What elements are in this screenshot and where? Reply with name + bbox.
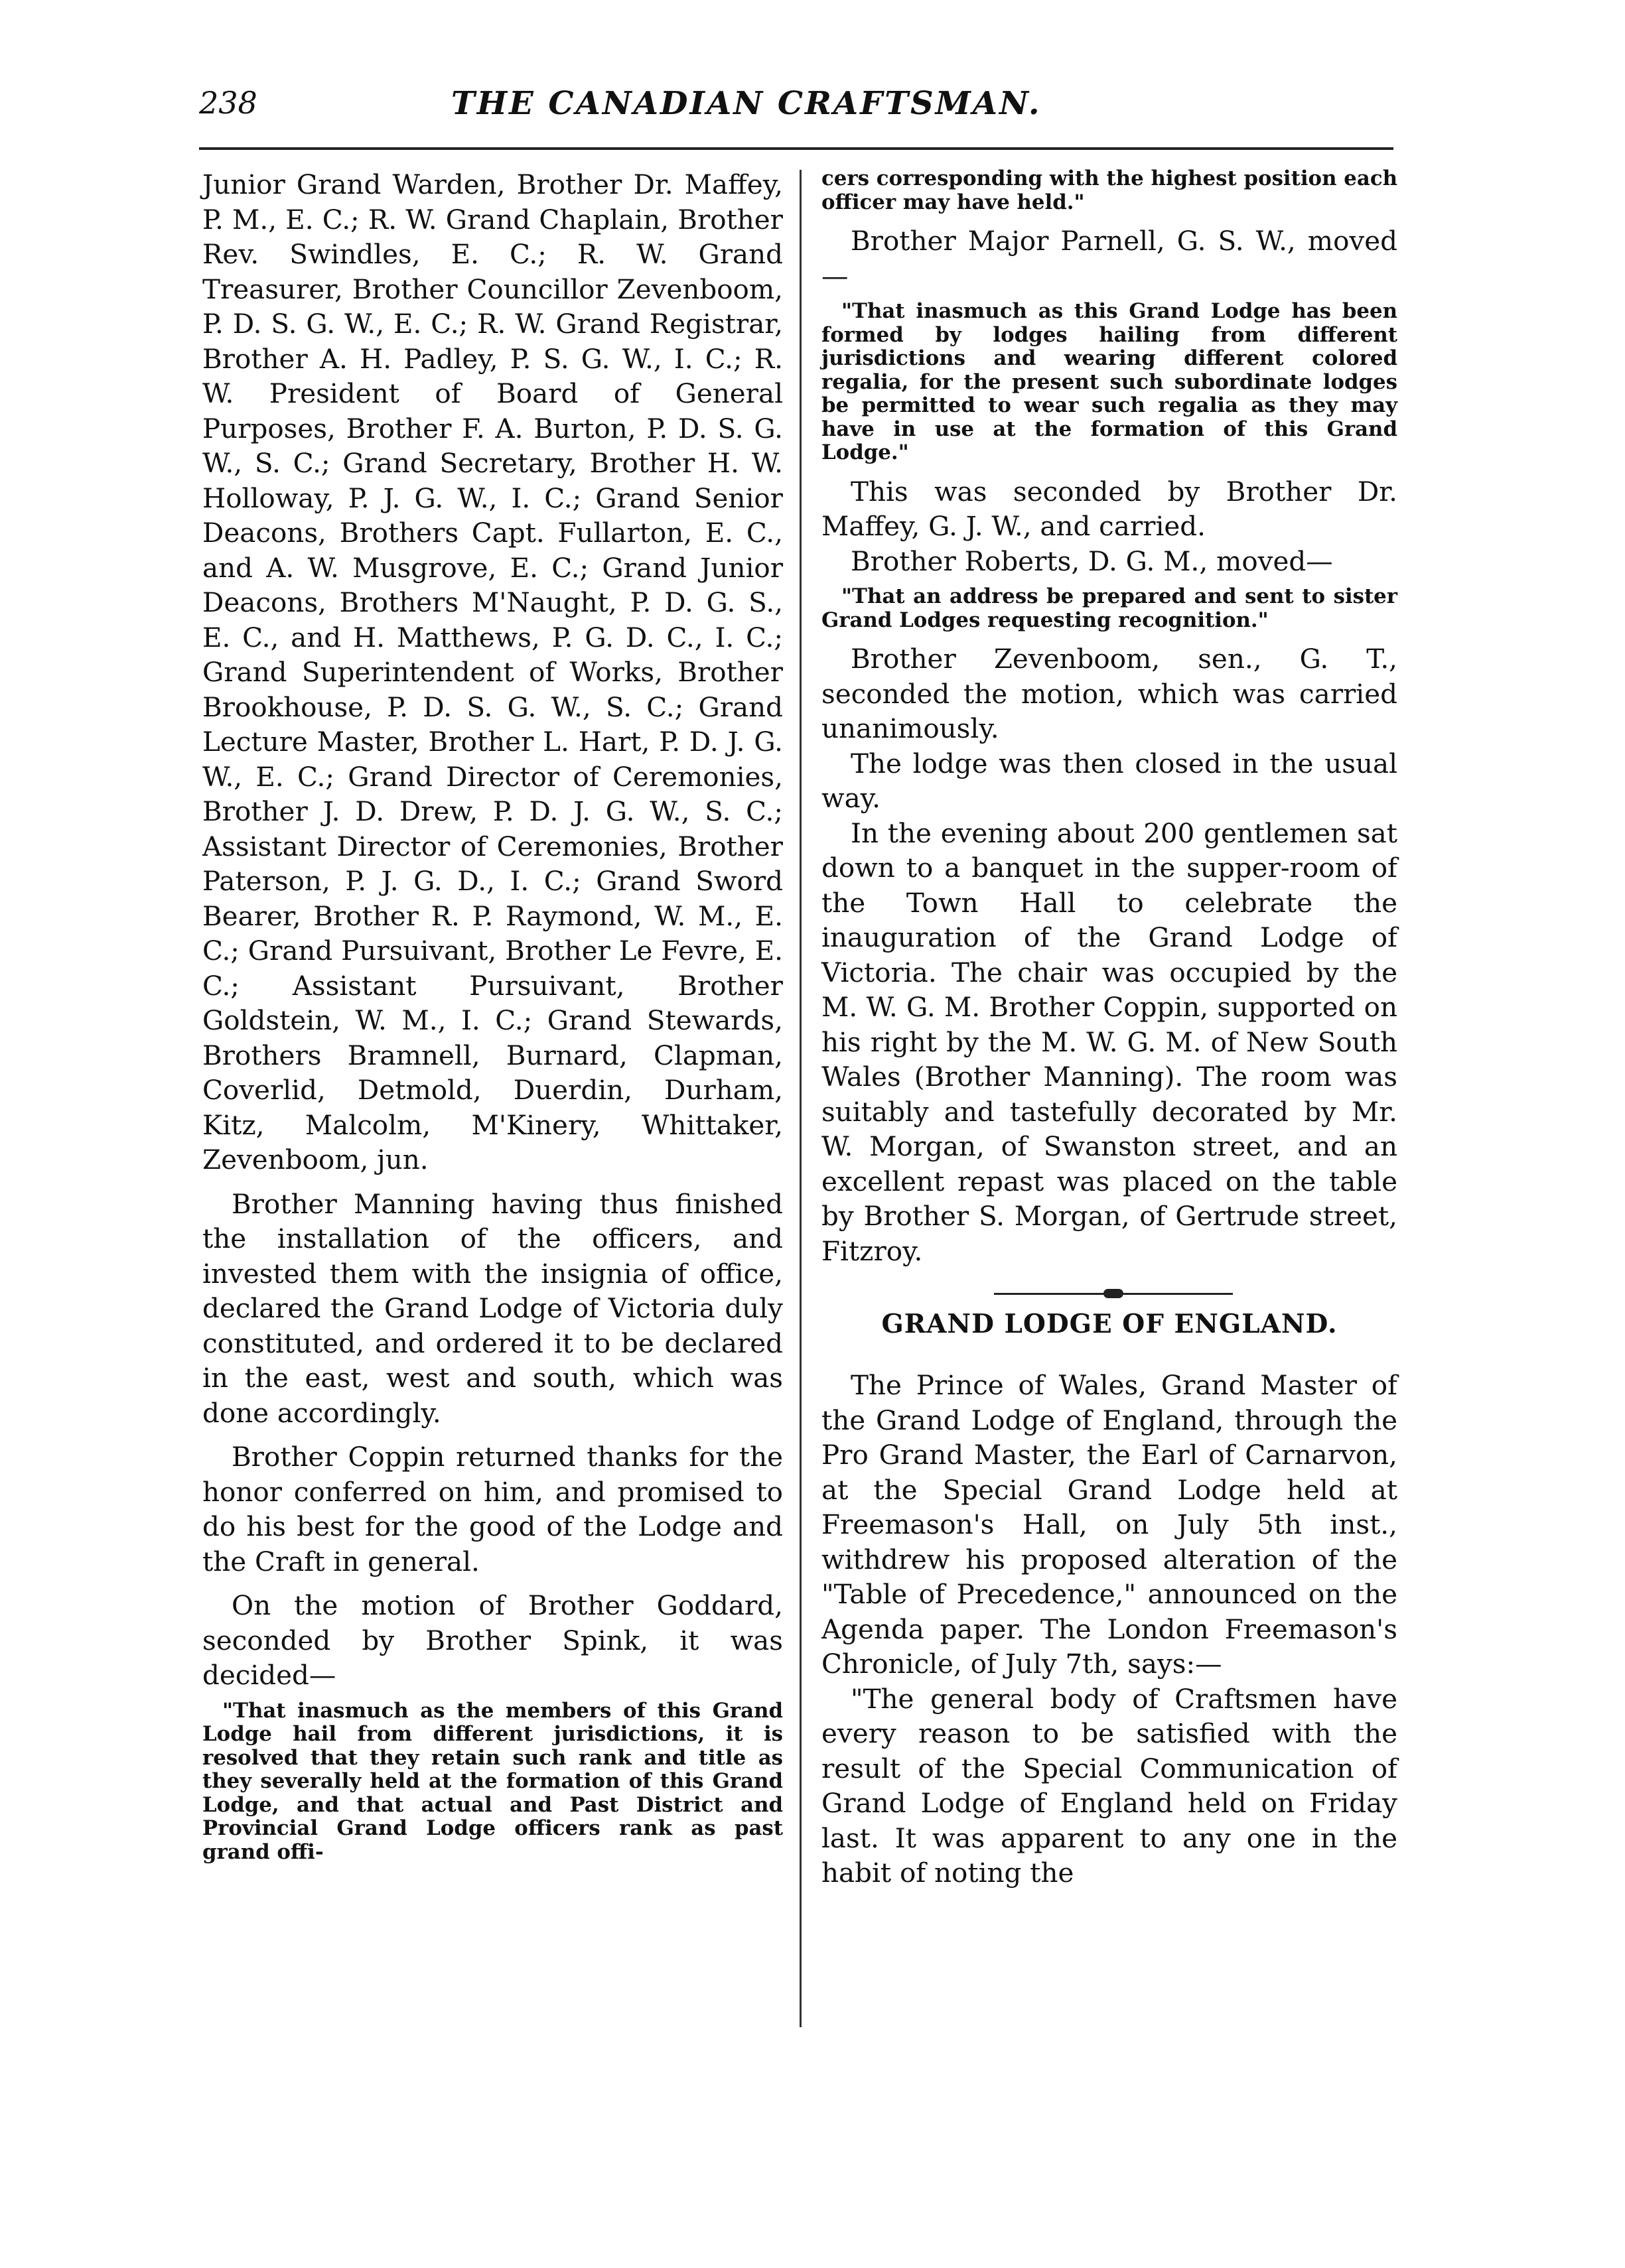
installation-paragraph: Brother Manning having thus finished the installation of the officers, and invested them with the insignia of office, declared the Grand Lodge of Victoria duly constituted, and ordered it to be declared in the east, west and south, which was done accordingly. [202,1187,783,1429]
resolution-quote-regalia: "That inasmuch as this Grand Lodge has been formed by lodges hailing from different jurisdictions and wearing different colored regalia, for the present such subordinate lodges be permitted to wear such regalia as they may have in use at the formation of this Grand Lodge." [821,299,1397,464]
officers-list-paragraph: Junior Grand Warden, Brother Dr. Maffey, P. M., E. C.; R. W. Grand Chaplain, Brother Rev. Swindles, E. C.; R. W. Grand Treasurer, Brother Councillor Zevenboom, P. D. S. G. W., E. C.; R. W. Grand Registrar, Brother A. H. Padley, P. S. G. W., I. C.; R. W. President of Board of General Purposes, Brother F. A. Burton, P. D. S. G. W., S. C.; Grand Secretary, Brother H. W. Holloway, P. J. G. W., I. C.; Grand Senior Deacons, Brothers Capt. Fullarton, E. C., and A. W. Musgrove, E. C.; Grand Junior Deacons, Brothers M'Naught, P. D. G. S., E. C., and H. Matthews, P. G. D. C., I. C.; Grand Superintendent of Works, Brother Brookhouse, P. D. S. G. W., S. C.; Grand Lecture Master, Brother L. Hart, P. D. J. G. W., E. C.; Grand Director of Ceremonies, Brother J. D. Drew, P. D. J. G. W., S. C.; Assistant Director of Ceremonies, Brother Paterson, P. J. G. D., I. C.; Grand Sword Bearer, Brother R. P. Raymond, W. M., E. C.; Grand Pursuivant, Brother Le Fevre, E. C.; Assistant Pursuivant, Brother Goldstein, W. M., I. C.; Grand Stewards, Brothers Bramnell, Burnard, Clapman, Coverlid, Detmold, Duerdin, Durham, Kitz, Malcolm, M'Kinery, Whittaker, Zevenboom, jun. [202,168,784,1175]
prince-of-wales-paragraph: The Prince of Wales, Grand Master of the Grand Lodge of England, through the Pro Grand Master, the Earl of Carnarvon, at the Special Grand Lodge held at Freemason's Hall, on July 5th inst., withdrew his proposed alteration of the "Table of Precedence," announced on the Agenda paper. The London Freemason's Chronicle, of July 7th, says:— [821,1369,1397,1680]
section-ornament-rule [821,1286,1397,1301]
column-divider [800,170,802,2027]
header-rule [199,147,1393,150]
chronicle-quote-paragraph: "The general body of Craftsmen have every reason to be satisfied with the result of the Special Communication of Grand Lodge of England held on Friday last. It was apparent to any one in the habit of noting the [821,1682,1397,1889]
resolution-quote-recognition: "That an address be prepared and sent to sister Grand Lodges requesting recognition." [821,584,1397,632]
goddard-motion-paragraph: On the motion of Brother Goddard, seconded by Brother Spink, it was decided— [202,1589,783,1691]
roberts-motion-paragraph: Brother Roberts, D. G. M., moved— [851,545,1333,577]
running-title: THE CANADIAN CRAFTSMAN. [451,85,1042,122]
resolution-quote-rank: "That inasmuch as the members of this Grand Lodge hail from different jurisdictions, it is resolved that they retain such rank and title as they severally held at the formation of this Grand Lodge, and that actual and Past District and Provincial Grand Lodge officers rank as past grand offi- [202,1698,783,1864]
page-number: 238 [199,85,257,121]
right-column [821,167,1397,1891]
parnell-motion-paragraph: Brother Major Parnell, G. S. W., moved— [821,225,1397,292]
left-column [202,167,783,1864]
resolution-quote-rank-continued: cers corresponding with the highest position each officer may have held." [821,167,1397,214]
ornament-center-mark [1103,1289,1123,1298]
coppin-thanks-paragraph: Brother Coppin returned thanks for the honor conferred on him, and promised to do his best for the good of the Lodge and the Craft in general. [202,1441,783,1577]
section-heading: GRAND LODGE OF ENGLAND. [881,1309,1338,1339]
zevenboom-seconded-paragraph: Brother Zevenboom, sen., G. T., seconded the motion, which was carried unanimously. [821,643,1397,744]
seconded-paragraph: This was seconded by Brother Dr. Maffey, G. J. W., and carried. [821,475,1397,542]
lodge-closed-paragraph: The lodge was then closed in the usual way. [821,747,1397,814]
page-header [199,85,1393,138]
banquet-paragraph: In the evening about 200 gentlemen sat down to a banquet in the supper-room of the Town Hall to celebrate the inauguration of the Grand Lodge of Victoria. The chair was occupied by the M. W. G. M. Brother Coppin, supported on his right by the M. W. G. M. of New South Wales (Brother Manning). The room was suitably and tastefully decorated by Mr. W. Morgan, of Swanston street, and an excellent repast was placed on the table by Brother S. Morgan, of Gertrude street, Fitzroy. [821,817,1397,1267]
